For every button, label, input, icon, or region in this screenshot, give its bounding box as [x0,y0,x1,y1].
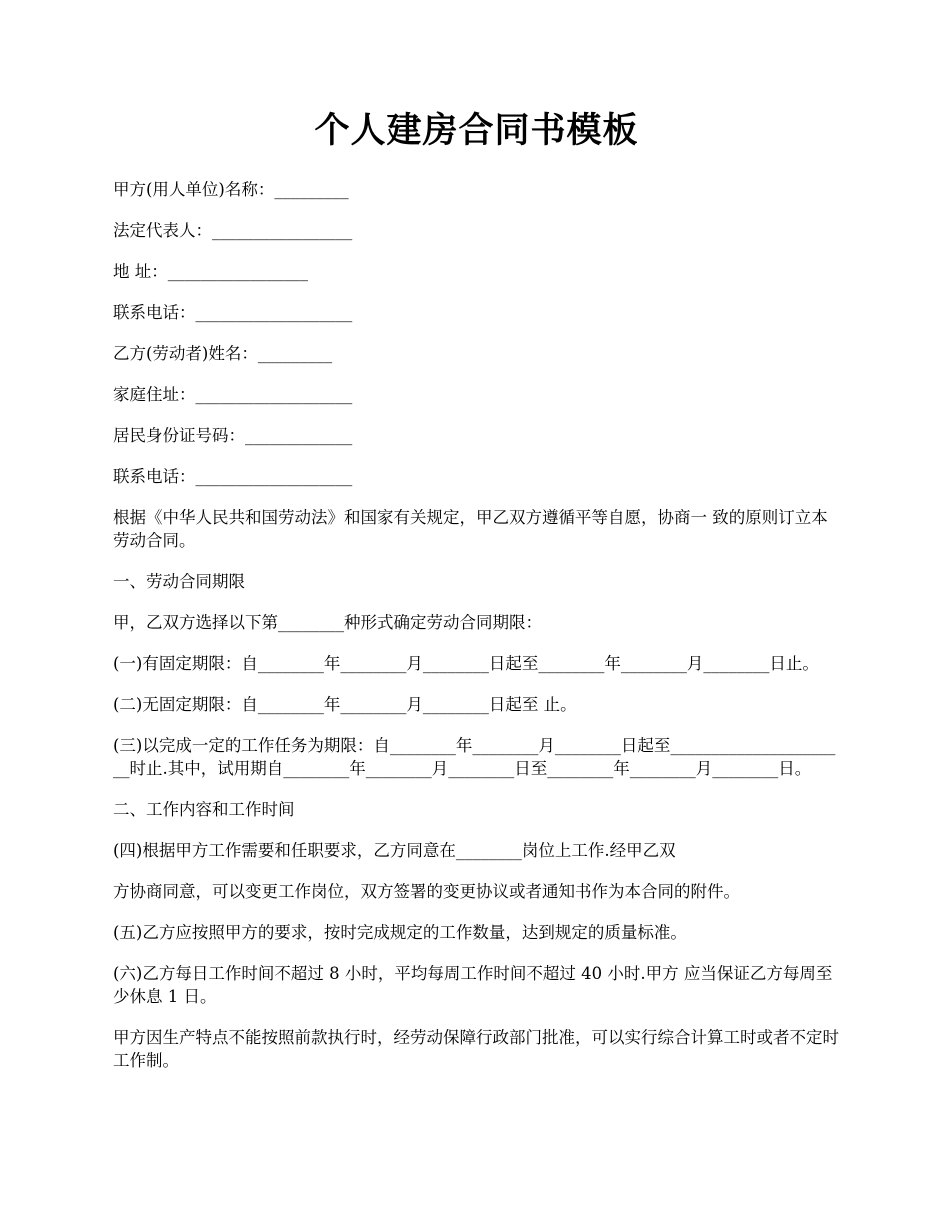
section-heading-contract-term: 一、劳动合同期限 [113,572,245,591]
document-title: 个人建房合同书模板 [314,110,639,151]
party-b-phone-field: 联系电话：___________________ [113,467,353,486]
party-b-id-number-field: 居民身份证号码：_____________ [113,426,353,445]
legal-representative-field: 法定代表人：_________________ [113,221,353,240]
clause-job-position: (四)根据甲方工作需要和任职要求，乙方同意在________岗位上工作.经甲乙双 [113,841,676,860]
clause-working-hours: (六)乙方每日工作时间不超过 8 小时，平均每周工作时间不超过 40 小时.甲方 应当保证乙方每周至少休息 1 日。 [113,964,833,1006]
clause-job-change: 方协商同意，可以变更工作岗位，双方签署的变更协议或者通知书作为本合同的附件。 [113,882,740,901]
party-a-address-field: 地 址：_________________ [113,262,308,281]
section-heading-work-content: 二、工作内容和工作时间 [113,800,295,819]
term-form-selection: 甲，乙双方选择以下第________种形式确定劳动合同期限： [113,613,542,632]
party-b-name-field: 乙方(劳动者)姓名：_________ [113,344,333,363]
party-b-address-field: 家庭住址：___________________ [113,385,353,404]
clause-flexible-hours: 甲方因生产特点不能按照前款执行时，经劳动保障行政部门批准，可以实行综合计算工时或者不定时工作制。 [113,1028,839,1070]
clause-open-term: (二)无固定期限：自________年________月________日起至 止。 [113,695,577,714]
clause-task-based-term: (三)以完成一定的工作任务为期限：自________年________月________日起至______________________时止.其中，试用期自________年________月________日至________年________月________日。 [113,736,836,778]
party-a-phone-field: 联系电话：___________________ [113,303,353,322]
clause-fixed-term: (一)有固定期限：自________年________月________日起至________年________月________日止。 [113,654,819,673]
party-a-name-field: 甲方(用人单位)名称：_________ [113,180,349,199]
clause-work-quota: (五)乙方应按照甲方的要求，按时完成规定的工作数量，达到规定的质量标准。 [113,923,687,942]
preamble-paragraph: 根据《中华人民共和国劳动法》和国家有关规定，甲乙双方遵循平等自愿，协商一 致的原则订立本劳动合同。 [113,508,828,550]
